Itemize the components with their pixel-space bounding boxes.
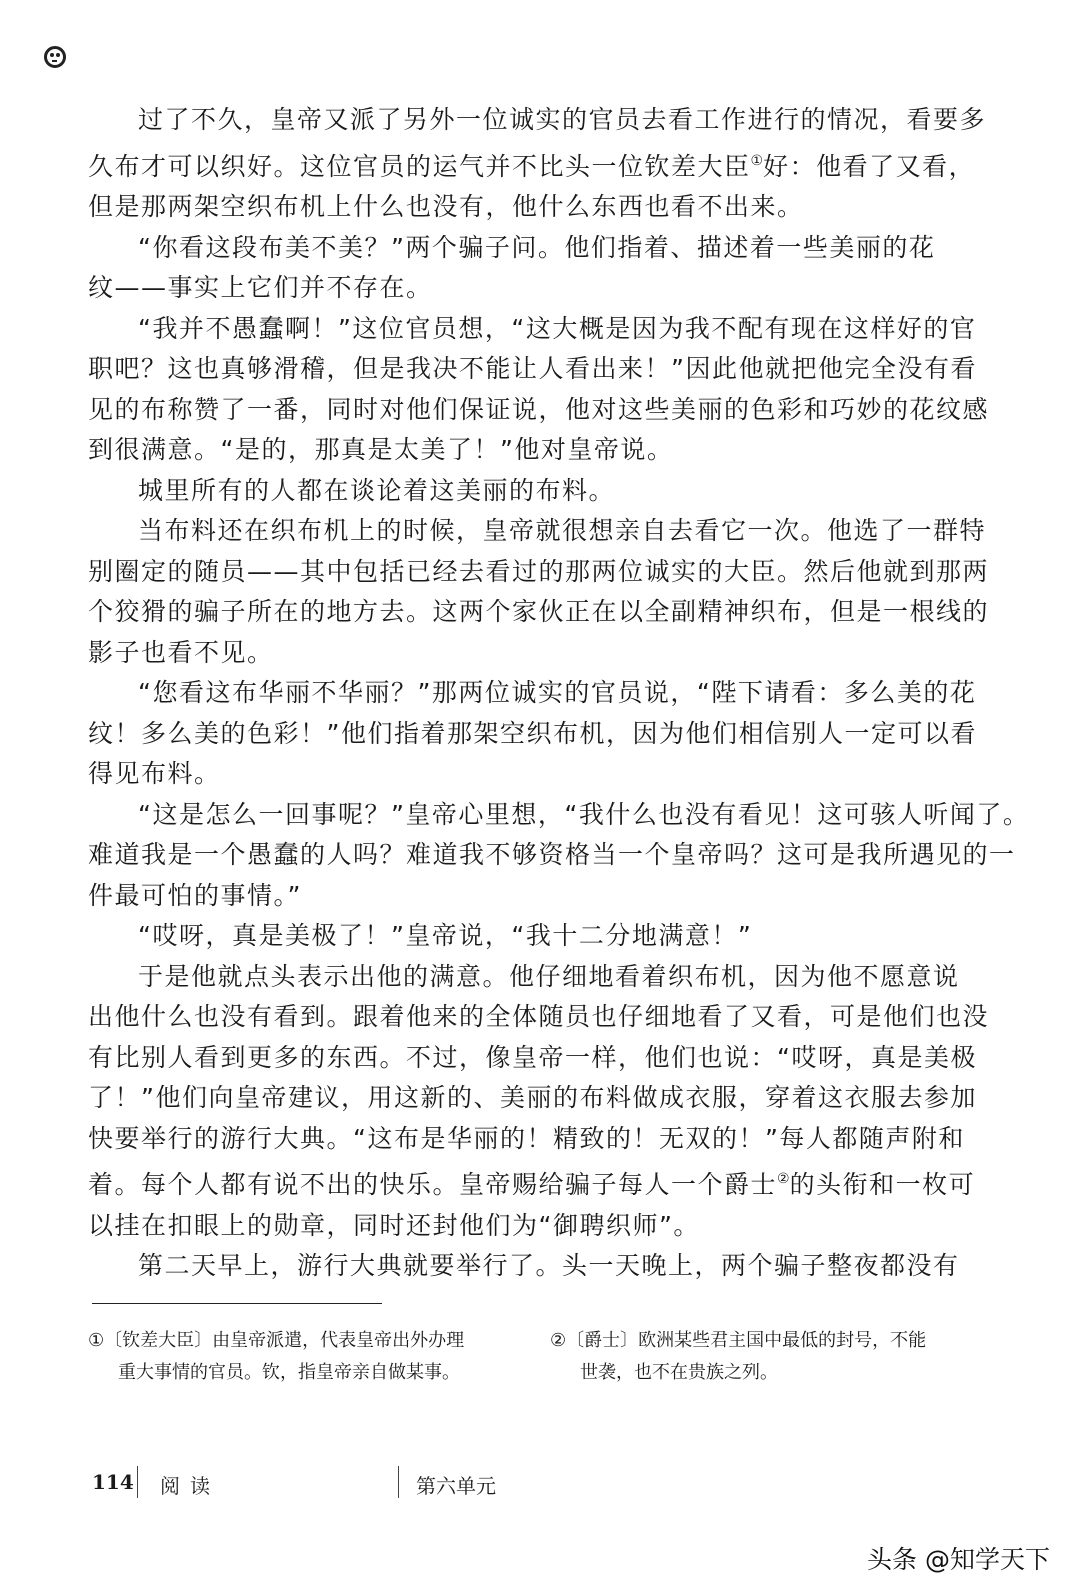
text-line: 得见布料。 xyxy=(88,759,221,788)
text-line: 快要举行的游行大典。“这布是华丽的！精致的！无双的！”每人都随声附和 xyxy=(88,1123,965,1153)
section-label: 阅读 xyxy=(160,1474,220,1498)
text-segment: 着。每个人都有说不出的快乐。皇帝赐给骗子每人一个爵士 xyxy=(88,1170,778,1199)
smiley-mouth xyxy=(52,60,57,62)
text-line: 以挂在扣眼上的勋章，同时还封他们为“御聘织师”。 xyxy=(88,1210,700,1240)
text-line: 城里所有的人都在谈论着这美丽的布料。 xyxy=(138,475,616,505)
text-line: 别圈定的随员——其中包括已经去看过的那两位诚实的大臣。然后他就到那两 xyxy=(88,556,990,586)
footnote-line xyxy=(550,1325,980,1357)
paragraph-2 xyxy=(88,228,968,309)
smiley-eye-right xyxy=(56,53,60,57)
text-line xyxy=(88,141,976,188)
footnote-marker: ① xyxy=(88,1330,105,1351)
footnote-ref-1[interactable]: ① xyxy=(750,152,764,169)
smiley-face-icon xyxy=(44,46,66,68)
unit-label: 第六单元 xyxy=(416,1474,496,1498)
footnote-ref-2[interactable]: ② xyxy=(777,1171,790,1187)
text-line: 个狡猾的骗子所在的地方去。这两个家伙正在以全副精神织布，但是一根线的 xyxy=(88,597,990,626)
paragraph-5 xyxy=(88,511,990,673)
footnote-text: 〔钦差大臣〕由皇帝派遣，代表皇帝出外办理 xyxy=(104,1330,465,1351)
footnote-divider xyxy=(92,1303,382,1304)
paragraph-10 xyxy=(88,1246,968,1287)
text-line: 纹——事实上它们并不存在。 xyxy=(88,273,433,302)
text-line: “你看这段布美不美？”两个骗子问。他们指着、描述着一些美丽的花 xyxy=(138,232,936,262)
text-line: 难道我是一个愚蠢的人吗？难道我不够资格当一个皇帝吗？这可是我所遇见的一 xyxy=(88,840,1016,869)
paragraph-6 xyxy=(88,673,977,795)
text-line: 影子也看不见。 xyxy=(88,637,274,667)
text-line: “这是怎么一回事呢？”皇帝心里想，“我什么也没有看见！这可骇人听闻了。 xyxy=(138,799,1030,829)
text-line: 但是那两架空织布机上什么也没有，他什么东西也看不出来。 xyxy=(88,192,804,221)
footnote-text: 〔爵士〕欧洲某些君主国中最低的封号，不能 xyxy=(566,1330,927,1351)
text-line xyxy=(88,1159,976,1206)
footnote-marker: ② xyxy=(550,1330,567,1351)
footnote-2 xyxy=(550,1325,980,1389)
text-line: “我并不愚蠢啊！”这位官员想，“这大概是因为我不配有现在这样好的官 xyxy=(138,313,977,343)
watermark: 头条 @知学天下 xyxy=(867,1545,1050,1574)
paragraph-8 xyxy=(88,916,968,957)
paragraph-3 xyxy=(88,309,990,471)
text-line: 职吧？这也真够滑稽，但是我决不能让人看出来！”因此他就把他完全没有看 xyxy=(88,354,977,383)
page-number: 114 xyxy=(92,1470,134,1494)
text-line: 了！”他们向皇帝建议，用这新的、美丽的布料做成衣服，穿着这衣服去参加 xyxy=(88,1083,977,1112)
body-text xyxy=(88,100,1030,1287)
text-line: 纹！多么美的色彩！”他们指着那架空织布机，因为他们相信别人一定可以看 xyxy=(88,718,977,748)
text-line: 当布料还在织布机上的时候，皇帝就很想亲自去看它一次。他选了一群特 xyxy=(138,516,987,545)
paragraph-9 xyxy=(88,957,990,1247)
text-line: 有比别人看到更多的东西。不过，像皇帝一样，他们也说：“哎呀，真是美极 xyxy=(88,1042,977,1072)
text-segment: 久布才可以织好。这位官员的运气并不比头一位钦差大臣 xyxy=(88,151,751,181)
text-line: 第二天早上，游行大典就要举行了。头一天晚上，两个骗子整夜都没有 xyxy=(138,1251,960,1280)
text-line: 件最可怕的事情。” xyxy=(88,880,302,910)
paragraph-1 xyxy=(88,100,987,228)
paragraph-7 xyxy=(88,795,1030,917)
footnote-line: 世袭，也不在贵族之列。 xyxy=(580,1362,778,1383)
text-line: 到很满意。“是的，那真是太美了！”他对皇帝说。 xyxy=(88,435,674,464)
text-segment: 好：他看了又看， xyxy=(763,151,976,181)
text-line: 出他什么也没有看到。跟着他来的全体随员也仔细地看了又看，可是他们也没 xyxy=(88,1002,990,1031)
footer-divider xyxy=(137,1466,138,1498)
footnote-line xyxy=(88,1325,518,1357)
text-line: 于是他就点头表示出他的满意。他仔细地看着织布机，因为他不愿意说 xyxy=(138,961,960,991)
smiley-eye-left xyxy=(50,53,54,57)
paragraph-4 xyxy=(88,471,968,512)
text-line: 见的布称赞了一番，同时对他们保证说，他对这些美丽的色彩和巧妙的花纹感 xyxy=(88,394,990,424)
text-line: “您看这布华丽不华丽？”那两位诚实的官员说，“陛下请看：多么美的花 xyxy=(138,678,977,707)
footer-divider xyxy=(398,1466,399,1498)
footnote-line: 重大事情的官员。钦，指皇帝亲自做某事。 xyxy=(118,1362,460,1383)
page-footer xyxy=(88,1466,988,1506)
text-line: “哎呀，真是美极了！”皇帝说，“我十二分地满意！” xyxy=(138,921,753,950)
footnote-1 xyxy=(88,1325,518,1389)
text-segment: 的头衔和一枚可 xyxy=(789,1170,976,1199)
text-line: 过了不久，皇帝又派了另外一位诚实的官员去看工作进行的情况，看要多 xyxy=(138,105,987,134)
